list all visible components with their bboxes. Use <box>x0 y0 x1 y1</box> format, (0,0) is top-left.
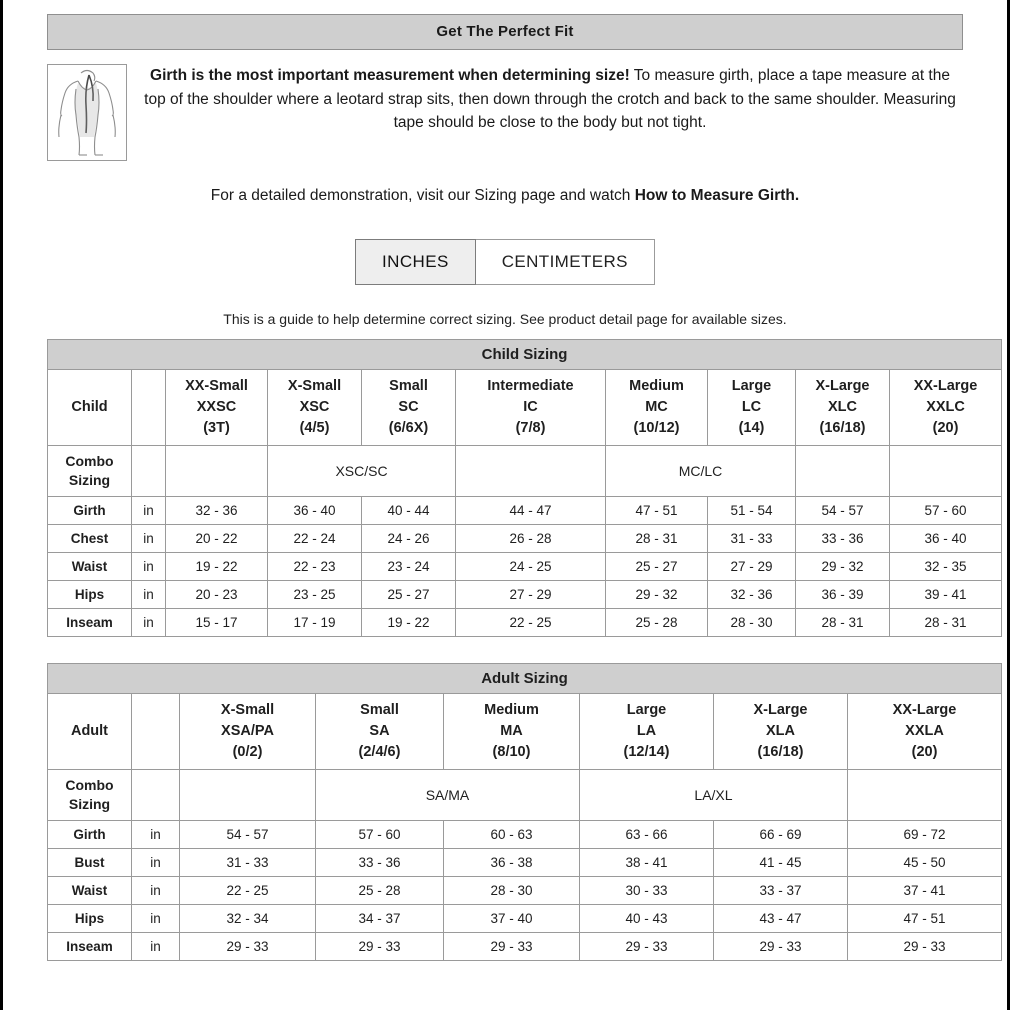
cell: 15 - 17 <box>166 608 268 636</box>
cell: 19 - 22 <box>166 552 268 580</box>
row-label: Hips <box>48 580 132 608</box>
cell: 24 - 26 <box>362 524 456 552</box>
col-name: XX-Small <box>185 378 248 394</box>
adult-combo-empty-1 <box>180 769 316 820</box>
cell: 20 - 23 <box>166 580 268 608</box>
cell: 29 - 33 <box>316 932 444 960</box>
adult-col-sa <box>316 693 444 769</box>
col-sizes: (20) <box>932 420 959 437</box>
child-sizing-block <box>47 339 978 637</box>
adult-unit-header <box>132 693 180 769</box>
intro-text <box>137 64 963 135</box>
unit-toggle[interactable] <box>47 239 963 285</box>
child-header-row <box>48 370 1002 446</box>
col-name: Intermediate <box>487 378 574 394</box>
adult-col-xxla <box>848 693 1002 769</box>
adult-table-title-row <box>48 663 1002 693</box>
cell: 54 - 57 <box>180 820 316 848</box>
row-label: Waist <box>48 552 132 580</box>
table-row <box>48 552 1002 580</box>
adult-header-row <box>48 693 1002 769</box>
cell: 37 - 41 <box>848 876 1002 904</box>
col-name: XX-Large <box>892 701 957 718</box>
child-col-xxsc <box>166 370 268 446</box>
adult-col-la <box>580 693 714 769</box>
cell: 22 - 25 <box>180 876 316 904</box>
cell: 41 - 45 <box>714 848 848 876</box>
table-row <box>48 848 1002 876</box>
row-label: Chest <box>48 524 132 552</box>
cell: 66 - 69 <box>714 820 848 848</box>
child-col-xxlc <box>890 370 1002 446</box>
col-sizes: (7/8) <box>515 420 546 437</box>
col-sizes: (14) <box>738 420 765 437</box>
cell: 36 - 39 <box>796 580 890 608</box>
how-to-measure-girth-link[interactable]: How to Measure Girth. <box>634 187 800 204</box>
cell: 39 - 41 <box>890 580 1002 608</box>
col-sizes: (2/4/6) <box>358 743 401 760</box>
cell: 22 - 24 <box>268 524 362 552</box>
guide-note: This is a guide to help determine correct sizing. See product detail page for available sizes. <box>223 311 787 327</box>
cell: 44 - 47 <box>456 496 606 524</box>
cell: 32 - 34 <box>180 904 316 932</box>
row-unit: in <box>132 848 180 876</box>
cell: 28 - 31 <box>606 524 708 552</box>
cell: 32 - 35 <box>890 552 1002 580</box>
table-row <box>48 876 1002 904</box>
cell: 17 - 19 <box>268 608 362 636</box>
combo-label-line2: Sizing <box>68 795 111 812</box>
child-combo-label <box>48 446 132 497</box>
row-unit: in <box>132 552 166 580</box>
adult-col-xla <box>714 693 848 769</box>
col-code: XXLC <box>926 399 965 416</box>
cell: 29 - 33 <box>848 932 1002 960</box>
row-label: Inseam <box>48 608 132 636</box>
adult-col-ma <box>444 693 580 769</box>
cell: 29 - 33 <box>714 932 848 960</box>
col-sizes: (8/10) <box>492 743 531 760</box>
cell: 37 - 40 <box>444 904 580 932</box>
row-label: Girth <box>48 496 132 524</box>
centimeters-button[interactable]: CENTIMETERS <box>476 239 655 285</box>
cell: 36 - 38 <box>444 848 580 876</box>
cell: 45 - 50 <box>848 848 1002 876</box>
intro-body: To measure girth, place a tape measure at the top of the shoulder where a leotard strap sits, then down through the crotch and back to the same shoulder. Measuring tape should be close to the body but not tight. <box>144 67 956 132</box>
col-sizes: (10/12) <box>633 420 680 437</box>
col-sizes: (20) <box>911 743 938 760</box>
col-sizes: (0/2) <box>232 743 263 760</box>
child-sizing-table <box>47 339 1002 637</box>
table-row <box>48 524 1002 552</box>
child-combo-empty-2 <box>456 446 606 497</box>
row-label: Girth <box>48 820 132 848</box>
child-combo-unit <box>132 446 166 497</box>
cell: 23 - 25 <box>268 580 362 608</box>
row-unit: in <box>132 580 166 608</box>
table-row <box>48 932 1002 960</box>
cell: 28 - 31 <box>796 608 890 636</box>
cell: 23 - 24 <box>362 552 456 580</box>
child-col-sc <box>362 370 456 446</box>
child-col-xsc <box>268 370 362 446</box>
col-name: XX-Large <box>913 378 978 394</box>
col-sizes: (6/6X) <box>388 420 429 437</box>
col-name: Large <box>731 378 772 394</box>
cell: 25 - 27 <box>362 580 456 608</box>
col-sizes: (3T) <box>203 420 230 437</box>
cell: 31 - 33 <box>708 524 796 552</box>
row-label: Bust <box>48 848 132 876</box>
col-code: LA <box>636 722 657 739</box>
child-row-label: Child <box>48 370 132 446</box>
combo-label-line1: Combo <box>65 453 114 470</box>
col-name: X-Small <box>287 378 342 394</box>
col-code: XLA <box>766 722 795 739</box>
cell: 31 - 33 <box>180 848 316 876</box>
cell: 22 - 25 <box>456 608 606 636</box>
col-code: SA <box>369 722 390 739</box>
child-col-mc <box>606 370 708 446</box>
cell: 27 - 29 <box>456 580 606 608</box>
cell: 47 - 51 <box>606 496 708 524</box>
cell: 22 - 23 <box>268 552 362 580</box>
cell: 34 - 37 <box>316 904 444 932</box>
child-col-lc <box>708 370 796 446</box>
cell: 28 - 31 <box>890 608 1002 636</box>
col-code: LC <box>741 399 762 416</box>
cell: 25 - 28 <box>316 876 444 904</box>
col-name: Small <box>389 378 428 394</box>
intro-section <box>47 64 963 161</box>
sizing-page-note <box>47 187 963 205</box>
col-code: XLC <box>828 399 857 416</box>
child-table-title-row <box>48 340 1002 370</box>
cell: 43 - 47 <box>714 904 848 932</box>
cell: 25 - 28 <box>606 608 708 636</box>
row-unit: in <box>132 820 180 848</box>
adult-combo-sa-ma: SA/MA <box>316 769 580 820</box>
cell: 29 - 32 <box>796 552 890 580</box>
col-sizes: (16/18) <box>819 420 866 437</box>
col-sizes: (12/14) <box>623 743 670 760</box>
leotard-measure-illustration <box>48 65 126 160</box>
inches-button[interactable]: INCHES <box>355 239 476 285</box>
row-unit: in <box>132 876 180 904</box>
combo-label-line1: Combo <box>65 776 114 793</box>
sizing-page-note-prefix: For a detailed demonstration, visit our Sizing page and watch <box>210 187 635 204</box>
cell: 38 - 41 <box>580 848 714 876</box>
table-row <box>48 580 1002 608</box>
col-name: Medium <box>629 378 684 394</box>
table-row <box>48 496 1002 524</box>
adult-sizing-block <box>47 663 963 961</box>
page-title: Get The Perfect Fit <box>47 14 963 50</box>
cell: 69 - 72 <box>848 820 1002 848</box>
cell: 47 - 51 <box>848 904 1002 932</box>
row-unit: in <box>132 932 180 960</box>
col-sizes: (16/18) <box>757 743 804 760</box>
cell: 63 - 66 <box>580 820 714 848</box>
row-unit: in <box>132 496 166 524</box>
col-code: XSC <box>299 399 330 416</box>
col-name: Large <box>626 701 667 718</box>
cell: 51 - 54 <box>708 496 796 524</box>
table-row <box>48 608 1002 636</box>
cell: 26 - 28 <box>456 524 606 552</box>
col-name: X-Large <box>815 378 870 394</box>
child-combo-row <box>48 446 1002 497</box>
child-combo-empty-1 <box>166 446 268 497</box>
cell: 33 - 36 <box>316 848 444 876</box>
adult-col-xsa <box>180 693 316 769</box>
cell: 33 - 36 <box>796 524 890 552</box>
cell: 29 - 33 <box>580 932 714 960</box>
leotard-figure-icon <box>47 64 127 161</box>
col-code: SC <box>398 399 419 416</box>
cell: 33 - 37 <box>714 876 848 904</box>
cell: 57 - 60 <box>316 820 444 848</box>
child-combo-empty-4 <box>890 446 1002 497</box>
cell: 54 - 57 <box>796 496 890 524</box>
row-unit: in <box>132 608 166 636</box>
adult-combo-row <box>48 769 1002 820</box>
cell: 20 - 22 <box>166 524 268 552</box>
row-label: Hips <box>48 904 132 932</box>
table-row <box>48 820 1002 848</box>
cell: 29 - 33 <box>180 932 316 960</box>
adult-combo-unit <box>132 769 180 820</box>
cell: 40 - 43 <box>580 904 714 932</box>
table-row <box>48 904 1002 932</box>
adult-row-label: Adult <box>48 693 132 769</box>
col-name: X-Small <box>220 701 275 718</box>
col-code: MC <box>645 399 668 416</box>
adult-combo-label <box>48 769 132 820</box>
cell: 29 - 32 <box>606 580 708 608</box>
child-col-ic <box>456 370 606 446</box>
col-code: MA <box>500 722 523 739</box>
col-name: X-Large <box>753 701 808 718</box>
cell: 27 - 29 <box>708 552 796 580</box>
col-sizes: (4/5) <box>299 420 330 437</box>
cell: 40 - 44 <box>362 496 456 524</box>
cell: 28 - 30 <box>708 608 796 636</box>
row-label: Inseam <box>48 932 132 960</box>
row-unit: in <box>132 524 166 552</box>
child-unit-header <box>132 370 166 446</box>
table-spacer <box>47 637 963 651</box>
cell: 30 - 33 <box>580 876 714 904</box>
cell: 28 - 30 <box>444 876 580 904</box>
cell: 57 - 60 <box>890 496 1002 524</box>
intro-lead: Girth is the most important measurement when determining size! <box>150 67 630 84</box>
cell: 32 - 36 <box>708 580 796 608</box>
cell: 25 - 27 <box>606 552 708 580</box>
cell: 36 - 40 <box>890 524 1002 552</box>
col-code: XXLA <box>905 722 944 739</box>
combo-label-line2: Sizing <box>68 471 111 488</box>
cell: 36 - 40 <box>268 496 362 524</box>
adult-sizing-table <box>47 663 1002 961</box>
cell: 29 - 33 <box>444 932 580 960</box>
cell: 24 - 25 <box>456 552 606 580</box>
cell: 32 - 36 <box>166 496 268 524</box>
child-combo-xsc-sc: XSC/SC <box>268 446 456 497</box>
col-name: Medium <box>484 701 539 718</box>
child-table-title: Child Sizing <box>48 340 1002 370</box>
adult-combo-empty-2 <box>848 769 1002 820</box>
row-unit: in <box>132 904 180 932</box>
cell: 19 - 22 <box>362 608 456 636</box>
col-code: XSA/PA <box>221 722 274 739</box>
adult-combo-la-xl: LA/XL <box>580 769 848 820</box>
child-combo-empty-3 <box>796 446 890 497</box>
child-col-xlc <box>796 370 890 446</box>
row-label: Waist <box>48 876 132 904</box>
adult-table-title: Adult Sizing <box>48 663 1002 693</box>
col-code: XXSC <box>196 399 237 416</box>
child-combo-mc-lc: MC/LC <box>606 446 796 497</box>
cell: 60 - 63 <box>444 820 580 848</box>
col-name: Small <box>360 701 399 718</box>
col-code: IC <box>523 399 538 416</box>
